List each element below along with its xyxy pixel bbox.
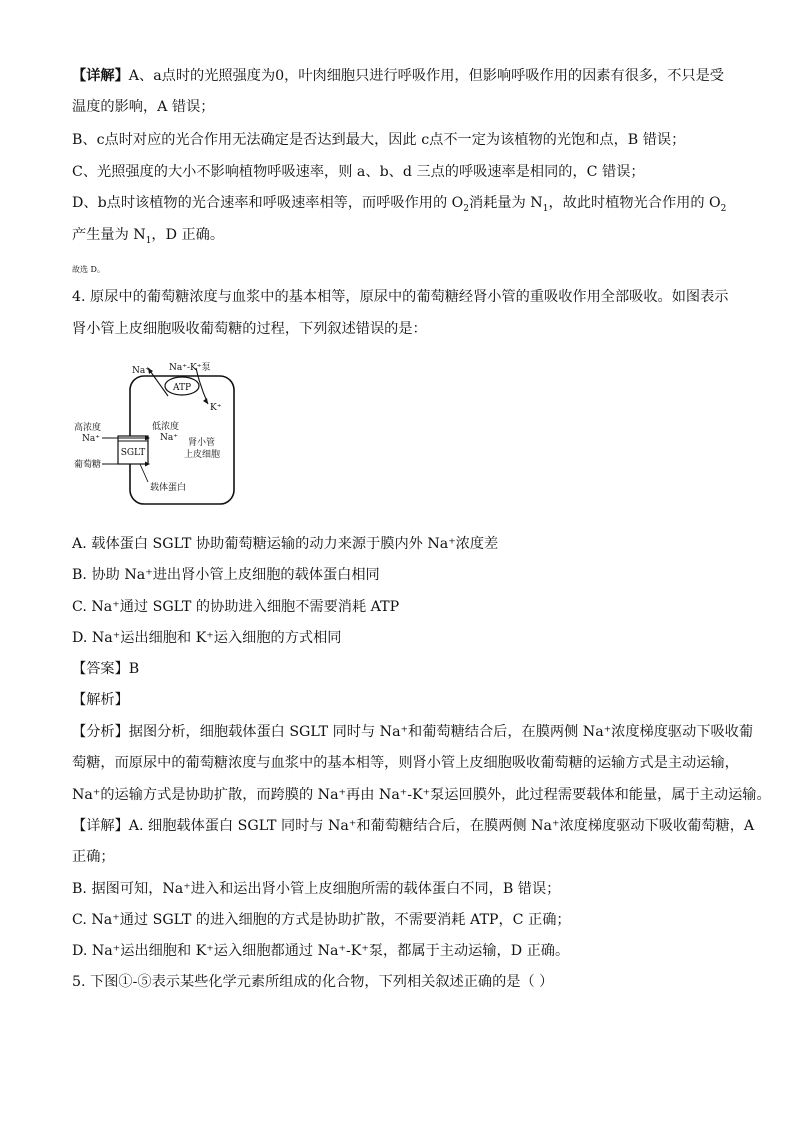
q4-option-a: A. 载体蛋白 SGLT 协助葡萄糖运输的动力来源于膜内外 Na⁺浓度差 <box>72 536 499 552</box>
q4-detail-c: C. Na⁺通过 SGLT 的进入细胞的方式是协助扩散，不需要消耗 ATP，C 正确； <box>72 912 571 928</box>
q4-detail-a-line1: 【详解】A. 细胞载体蛋白 SGLT 同时与 Na⁺和葡萄糖结合后，在膜两侧 Na⁺浓度梯度驱动下吸收葡萄糖，A <box>72 818 755 834</box>
q3-detail-a-line1 <box>72 66 724 86</box>
cell-label-2: 上皮细胞 <box>184 450 221 460</box>
q4-analysis-line2: 萄糖，而原尿中的葡萄糖浓度与血浆中的基本相等，则肾小管上皮细胞吸收葡萄糖的运输方式是主动运输， <box>72 755 739 771</box>
q4-analysis-line3: Na⁺的运输方式是协助扩散，而跨膜的 Na⁺再由 Na⁺-K⁺泵运回膜外，此过程需要载体和能量，属于主动运输。 <box>72 787 771 803</box>
q4-option-b: B. 协助 Na⁺进出肾小管上皮细胞的载体蛋白相同 <box>72 567 380 583</box>
carrier-pointer <box>140 464 148 482</box>
q3-detail-d-line2 <box>72 225 224 245</box>
q4-answer: 【答案】B <box>72 661 140 677</box>
low-conc-label: 低浓度 <box>152 422 180 432</box>
subscript-2: 2 <box>720 203 727 214</box>
q3-detail-d-part1: D、b点时该植物的光合速率和呼吸速率相等，而呼吸作用的 O <box>72 195 464 211</box>
glucose-label: 葡萄糖 <box>74 460 102 470</box>
glucose-transport-diagram <box>72 356 242 508</box>
na-right-label: Na⁺ <box>160 433 178 443</box>
k-label: K⁺ <box>210 403 222 413</box>
subscript-1: 1 <box>145 235 152 246</box>
na-left-label: Na⁺ <box>82 434 100 444</box>
q3-detail-d-line1 <box>72 193 726 213</box>
subscript-2: 2 <box>463 203 470 214</box>
q3-choose: 故选 D。 <box>72 265 105 274</box>
q4-detail-d: D. Na⁺运出细胞和 K⁺运入细胞都通过 Na⁺-K⁺泵，都属于主动运输，D 正确。 <box>72 943 570 959</box>
pump-label: Na⁺-K⁺泵 <box>169 363 211 373</box>
q4-analysis-head: 【解析】 <box>72 692 129 708</box>
q3-detail-b: B、c点时对应的光合作用无法确定是否达到最大，因此 c点不一定为该植物的光饱和点，B 错误； <box>72 132 686 148</box>
detail-label: 【详解】 <box>72 68 129 84</box>
q3-detail-d-part5: ，D 正确。 <box>151 227 225 243</box>
cell-label-1: 肾小管 <box>188 438 216 448</box>
na-top-label: Na⁺ <box>132 366 150 376</box>
high-conc-label: 高浓度 <box>74 423 102 433</box>
q3-detail-c: C、光照强度的大小不影响植物呼吸速率，则 a、b、d 三点的呼吸速率是相同的，C 错误； <box>72 164 645 180</box>
subscript-1: 1 <box>542 203 549 214</box>
q4-option-c: C. Na⁺通过 SGLT 的协助进入细胞不需要消耗 ATP <box>72 599 400 615</box>
q4-analysis-line1: 【分析】据图分析，细胞载体蛋白 SGLT 同时与 Na⁺和葡萄糖结合后，在膜两侧 Na⁺浓度梯度驱动下吸收葡 <box>72 724 754 740</box>
carrier-label: 载体蛋白 <box>150 483 187 493</box>
q4-stem-line1: 4. 原尿中的葡萄糖浓度与血浆中的基本相等，原尿中的葡萄糖经肾小管的重吸收作用全部吸收。如图表示 <box>72 289 729 305</box>
atp-label: ATP <box>172 383 192 393</box>
q3-detail-a-text: A、a点时的光照强度为0，叶肉细胞只进行呼吸作用，但影响呼吸作用的因素有很多，不只是受 <box>128 68 724 84</box>
q4-detail-b: B. 据图可知，Na⁺进入和运出肾小管上皮细胞所需的载体蛋白不同，B 错误； <box>72 881 561 897</box>
q5-stem: 5. 下图①-⑤表示某些化学元素所组成的化合物，下列相关叙述正确的是（ ） <box>72 974 554 990</box>
q4-detail-a-line2: 正确； <box>72 849 115 865</box>
q3-detail-d-part3: ，故此时植物光合作用的 O <box>548 195 721 211</box>
q3-detail-d-part4: 产生量为 N <box>72 227 146 243</box>
q3-detail-d-part2: 消耗量为 N <box>469 195 543 211</box>
sglt-label: SGLT <box>120 448 146 458</box>
q3-detail-a-line2: 温度的影响，A 错误； <box>72 99 215 115</box>
q4-option-d: D. Na⁺运出细胞和 K⁺运入细胞的方式相同 <box>72 630 342 646</box>
q4-stem-line2: 肾小管上皮细胞吸收葡萄糖的过程，下列叙述错误的是： <box>72 321 427 337</box>
